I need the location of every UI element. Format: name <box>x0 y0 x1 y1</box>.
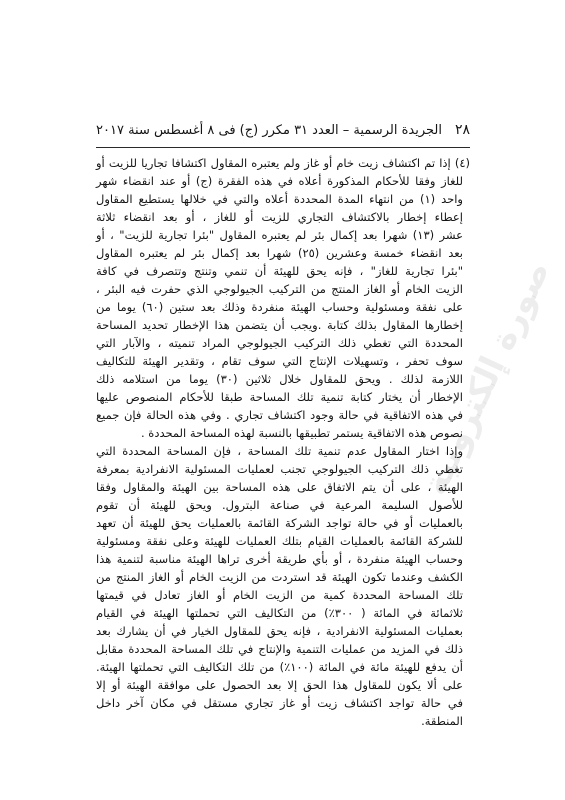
text-line: الإخطار أن يختار كتابة تنمية تلك المساحة طبقا للأحكام المنصوص عليها <box>96 390 463 404</box>
text-line: سوف تحفر ، وتسهيلات الإنتاج التي سوف تقام ، وتقدير الهيئة للتكاليف <box>96 354 463 368</box>
gazette-title: الجريدة الرسمية – العدد ٣١ مكرر (ج) فى ٨ أغسطس سنة ٢٠١٧ <box>96 122 442 138</box>
text-line: للغاز وفقا للأحكام المذكورة أعلاه في هذه الفقرة (ج) أو عند انقضاء شهر <box>96 174 463 188</box>
text-line: "بئرا تجارية للغاز" ، فإنه يحق للهيئة أن تنمي وتنتج وتتصرف في كافة <box>96 264 463 278</box>
page-number: ٢٨ <box>454 122 470 138</box>
text-line: للأصول السليمة المرعية في صناعة البترول. ويحق للهيئة أن تقوم <box>96 498 463 512</box>
text-line: عشر (١٣) شهرا بعد إكمال بئر لم يعتبره المقاول "بئرا تجارية للزيت" ، أو <box>96 228 463 242</box>
text-line: في حالة تواجد اكتشاف زيت أو غاز تجاري مستقل في مكان آخر داخل <box>96 696 463 710</box>
text-line: الهيئة ، على أن يتم الاتفاق على هذه المساحة بين الهيئة والمقاول وفقا <box>96 480 463 494</box>
text-line: الزيت الخام أو الغاز المنتج من التركيب الجيولوجي الذي حفرت فيه البئر ، <box>96 282 463 296</box>
text-line: المنطقة. <box>421 714 463 728</box>
text-line: للشركة القائمة بالعمليات القيام بتلك العمليات للهيئة وعلى نفقة ومسئولية <box>96 534 463 548</box>
text-line: إعطاء إخطار بالاكتشاف التجاري للزيت أو للغاز ، أو بعد انقضاء ثلاثة <box>96 210 463 224</box>
text-line: بعد انقضاء خمسة وعشرين (٢٥) شهرا بعد إكمال بئر لم يعتبره المقاول <box>96 246 464 260</box>
clause-text <box>96 154 470 730</box>
text-line: على ألا يكون للمقاول هذا الحق إلا بعد الحصول على موافقة الهيئة أو إلا <box>96 678 463 692</box>
text-line: نصوص هذه الاتفاقية يستمر تطبيقها بالنسبة لهذه المساحة المحددة . <box>140 426 463 440</box>
text-line: اللازمة لذلك . ويحق للمقاول خلال ثلاثين (٣٠) يوما من استلامه ذلك <box>96 372 463 386</box>
text-line: وحساب الهيئة منفردة ، أو بأي طريقة أخرى تراها الهيئة مناسبة لتنمية هذا <box>96 552 463 566</box>
text-line: أن يدفع للهيئة مائة في المائة (١٠٠٪) من تلك التكاليف التي تحملتها الهيئة. <box>96 660 464 674</box>
page-header <box>96 120 470 140</box>
text-line: واحد (١) من انتهاء المدة المحددة أعلاه والتي في خلالها يستطيع المقاول <box>96 192 463 206</box>
text-line: ذلك في المزيد من عمليات التنمية والإنتاج في تلك المساحة المحددة مقابل <box>96 642 463 656</box>
text-line: ثلاثمائة في المائة ( ٣٠٠٪) من التكاليف التي تحملتها الهيئة في القيام <box>96 606 463 620</box>
text-line: المحددة التي تغطي ذلك التركيب الجيولوجي المراد تنميته ، والآبار التي <box>96 336 463 350</box>
text-line: تغطي ذلك التركيب الجيولوجي تجنب لعمليات المسئولية الانفرادية بمعرفة <box>96 462 463 476</box>
text-line: تلك المساحة المحددة كمية من الزيت الخام أو الغاز تعادل في قيمتها <box>96 588 463 602</box>
header-divider <box>96 147 470 148</box>
text-line: الكشف وعندما تكون الهيئة قد استردت من الزيت الخام أو الغاز المنتج من <box>96 570 463 584</box>
text-line: وإذا اختار المقاول عدم تنمية تلك المساحة ، فإن المساحة المحددة التي <box>96 444 463 458</box>
text-line: على نفقة ومسئولية وحساب الهيئة منفردة وذلك بعد ستين (٦٠) يوما من <box>96 300 463 314</box>
text-line: إخطارها المقاول بذلك كتابة .ويجب أن يتضمن هذا الإخطار تحديد المساحة <box>96 318 463 332</box>
text-line: بالعمليات أو في حالة تواجد الشركة القائمة بالعمليات يحق للهيئة أن تعهد <box>96 516 463 530</box>
text-line: (٤) إذا تم اكتشاف زيت خام أو غاز ولم يعتبره المقاول اكتشافا تجاريا للزيت أو <box>96 156 470 170</box>
watermark: صورة إلكترونية <box>414 254 558 502</box>
text-line: بعمليات المسئولية الانفرادية ، فإنه يحق للمقاول الخيار في أن يشارك بعد <box>96 624 463 638</box>
text-line: في هذه الاتفاقية في حالة وجود اكتشاف تجاري . وفي هذه الحالة فإن جميع <box>96 408 463 422</box>
